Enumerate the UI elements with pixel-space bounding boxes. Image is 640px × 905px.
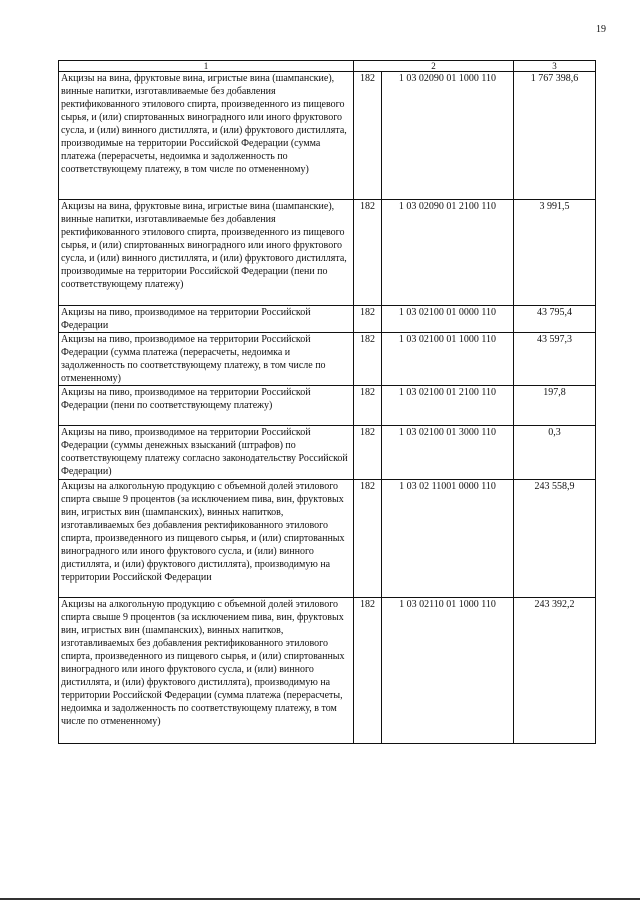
table-row xyxy=(59,333,596,386)
row-classification-code: 1 03 02090 01 1000 110 xyxy=(382,72,514,200)
row-admin-code: 182 xyxy=(354,200,382,306)
row-amount: 43 597,3 xyxy=(514,333,596,386)
row-name: Акцизы на пиво, производимое на территории Российской Федерации (сумма платежа (перерасчеты, недоимка и задолженность по соответствующему платежу, в том числе по отмененному) xyxy=(59,333,354,386)
scan-bottom-edge xyxy=(0,898,640,900)
row-name: Акцизы на вина, фруктовые вина, игристые вина (шампанские), винные напитки, изготавливаемые без добавления ректификованного этилового спирта, произведенного из пищевого сырья, и (или) спиртованных виноградного или иного фруктового сусла, и (или) винного дистиллята, и (или) фруктового дистиллята, производимые на территории Российской Федерации (пени по соответствующему платежу) xyxy=(59,200,354,306)
row-admin-code: 182 xyxy=(354,426,382,480)
page-number: 19 xyxy=(596,24,606,35)
row-admin-code: 182 xyxy=(354,333,382,386)
table-row xyxy=(59,426,596,480)
row-admin-code: 182 xyxy=(354,386,382,426)
row-name: Акцизы на пиво, производимое на территории Российской Федерации (пени по соответствующему платежу) xyxy=(59,386,354,426)
row-amount: 1 767 398,6 xyxy=(514,72,596,200)
row-admin-code: 182 xyxy=(354,306,382,333)
header-col-1: 1 xyxy=(59,61,354,72)
row-classification-code: 1 03 02100 01 3000 110 xyxy=(382,426,514,480)
table-row xyxy=(59,72,596,200)
row-name: Акцизы на пиво, производимое на территории Российской Федерации (суммы денежных взысканий (штрафов) по соответствующему платежу согласно законодательству Российской Федерации) xyxy=(59,426,354,480)
table-row xyxy=(59,480,596,598)
row-amount: 3 991,5 xyxy=(514,200,596,306)
row-amount: 243 392,2 xyxy=(514,598,596,744)
row-name: Акцизы на вина, фруктовые вина, игристые вина (шампанские), винные напитки, изготавливаемые без добавления ректификованного этилового спирта, произведенного из пищевого сырья, и (или) спиртованных виноградного или иного фруктового сусла, и (или) винного дистиллята, и (или) фруктового дистиллята, производимые на территории Российской Федерации (сумма платежа (перерасчеты, недоимка и задолженность по соответствующему платежу, в том числе по отмененному) xyxy=(59,72,354,200)
row-admin-code: 182 xyxy=(354,480,382,598)
row-amount: 43 795,4 xyxy=(514,306,596,333)
table-row xyxy=(59,200,596,306)
row-amount: 0,3 xyxy=(514,426,596,480)
row-name: Акцизы на пиво, производимое на территории Российской Федерации xyxy=(59,306,354,333)
table-row xyxy=(59,386,596,426)
row-classification-code: 1 03 02100 01 2100 110 xyxy=(382,386,514,426)
row-classification-code: 1 03 02100 01 1000 110 xyxy=(382,333,514,386)
row-admin-code: 182 xyxy=(354,598,382,744)
row-classification-code: 1 03 02090 01 2100 110 xyxy=(382,200,514,306)
table-row xyxy=(59,598,596,744)
table-row xyxy=(59,306,596,333)
revenue-table xyxy=(58,60,596,744)
header-row xyxy=(59,61,596,72)
row-name: Акцизы на алкогольную продукцию с объемной долей этилового спирта свыше 9 процентов (за исключением пива, вин, фруктовых вин, игристых вин (шампанских), винных напитков, изготавливаемых без добавления ректификованного этилового спирта, произведенного из пищевого сырья, и (или) спиртованных виноградного или иного фруктового сусла, и (или) винного дистиллята, и (или) фруктового дистиллята), производимую на территории Российской Федерации (сумма платежа (перерасчеты, недоимка и задолженность по соответствующему платежу, в том числе по отмененному) xyxy=(59,598,354,744)
header-col-2: 2 xyxy=(354,61,514,72)
row-classification-code: 1 03 02 11001 0000 110 xyxy=(382,480,514,598)
row-amount: 243 558,9 xyxy=(514,480,596,598)
row-admin-code: 182 xyxy=(354,72,382,200)
row-name: Акцизы на алкогольную продукцию с объемной долей этилового спирта свыше 9 процентов (за исключением пива, вин, фруктовых вин, игристых вин (шампанских), винных напитков, изготавливаемых без добавления ректификованного этилового спирта, произведенного из пищевого сырья, и (или) спиртованных виноградного или иного фруктового сусла, и (или) винного дистиллята, и (или) фруктового дистиллята), производимую на территории Российской Федерации xyxy=(59,480,354,598)
row-classification-code: 1 03 02110 01 1000 110 xyxy=(382,598,514,744)
header-col-3: 3 xyxy=(514,61,596,72)
row-classification-code: 1 03 02100 01 0000 110 xyxy=(382,306,514,333)
row-amount: 197,8 xyxy=(514,386,596,426)
